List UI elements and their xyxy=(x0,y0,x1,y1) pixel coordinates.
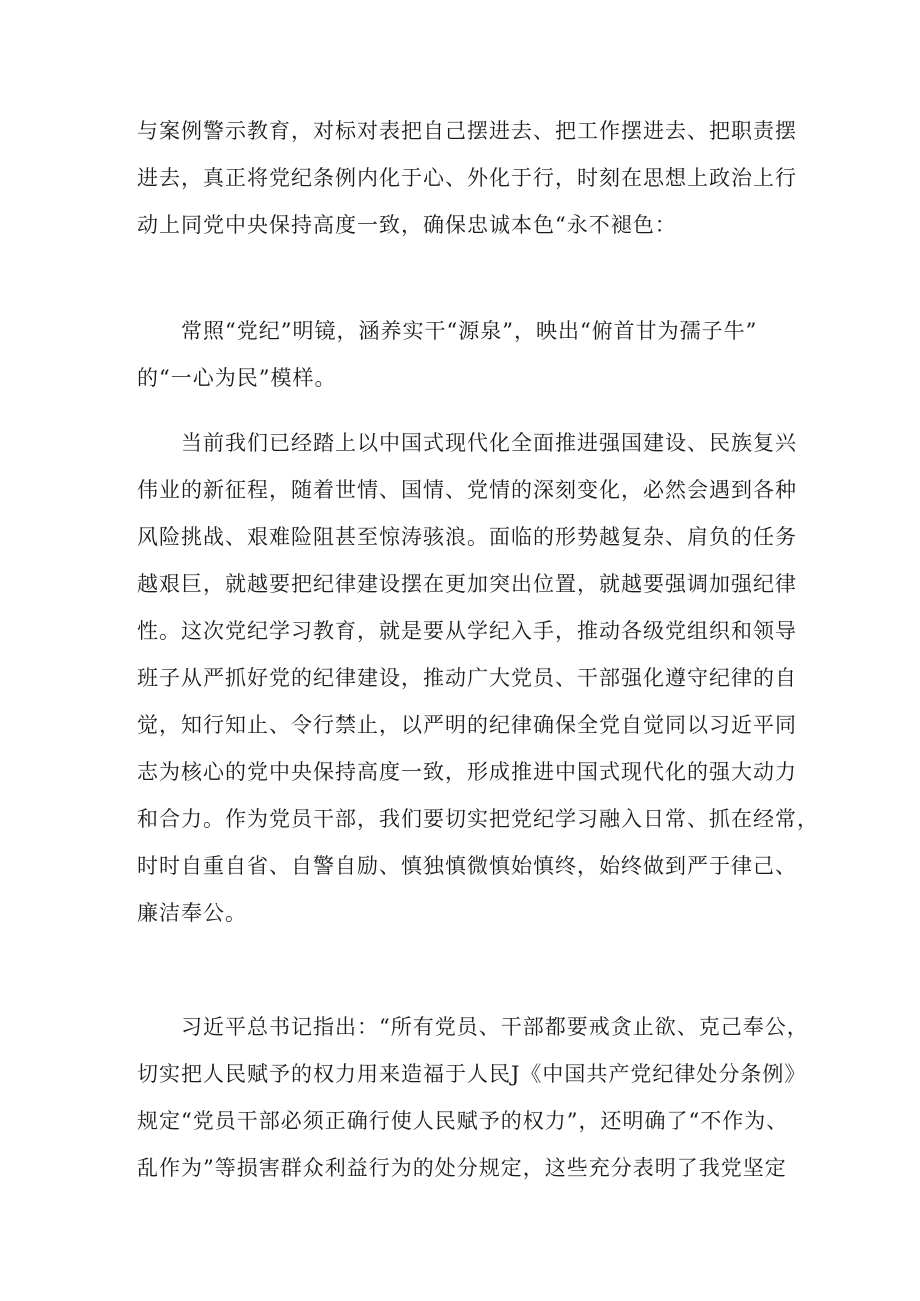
paragraph-4 xyxy=(137,1004,809,1192)
text-line: 当前我们已经踏上以中国式现代化全面推进强国建设、民族复兴 xyxy=(137,431,797,455)
paragraph-3 xyxy=(137,420,819,937)
text-line: 和合力。作为党员干部，我们要切实把党纪学习融入日常、抓在经常， xyxy=(137,807,819,831)
text-line: 与案例警示教育，对标对表把自己摆进去、把工作摆进去、把职责摆 xyxy=(137,119,797,143)
paragraph-1 xyxy=(137,108,797,249)
text-line: 觉，知行知止、令行禁止，以严明的纪律确保全党自觉同以习近平同 xyxy=(137,713,797,737)
text-line: 进去，真正将党纪条例内化于心、外化于行，时刻在思想上政治上行 xyxy=(137,166,797,190)
text-line: 风险挑战、艰难险阻甚至惊涛骇浪。面临的形势越复杂、肩负的任务 xyxy=(137,525,797,549)
text-line: 班子从严抓好党的纪律建设，推动广大党员、干部强化遵守纪律的自 xyxy=(137,666,797,690)
text-line: 的“一心为民”模样。 xyxy=(137,366,337,390)
text-line: 越艰巨，就越要把纪律建设摆在更加突出位置，就越要强调加强纪律 xyxy=(137,572,797,596)
text-line: 习近平总书记指出：“所有党员、干部都要戒贪止欲、克己奉公， xyxy=(137,1015,809,1039)
paragraph-2 xyxy=(137,308,787,402)
text-line: 志为核心的党中央保持高度一致，形成推进中国式现代化的强大动力 xyxy=(137,760,797,784)
text-line: 性。这次党纪学习教育，就是要从学纪入手，推动各级党组织和领导 xyxy=(137,619,797,643)
text-line: 时时自重自省、自警自励、慎独慎微慎始慎终，始终做到严于律己、 xyxy=(137,854,797,878)
text-line: 乱作为”等损害群众利益行为的处分规定，这些充分表明了我党坚定 xyxy=(137,1156,787,1180)
text-line: 切实把人民赋予的权力用来造福于人民J《中国共产党纪律处分条例》 xyxy=(137,1062,807,1086)
text-line: 廉洁奉公。 xyxy=(137,901,247,925)
text-line: 规定“党员干部必须正确行使人民赋予的权力”，还明确了“不作为、 xyxy=(137,1109,789,1133)
text-line: 伟业的新征程，随着世情、国情、党情的深刻变化，必然会遇到各种 xyxy=(137,478,797,502)
text-line: 动上同党中央保持高度一致，确保忠诚本色“永不褪色： xyxy=(137,213,677,237)
text-line: 常照“党纪”明镜，涵养实干“源泉”，映出“俯首甘为孺子牛” xyxy=(137,319,758,343)
